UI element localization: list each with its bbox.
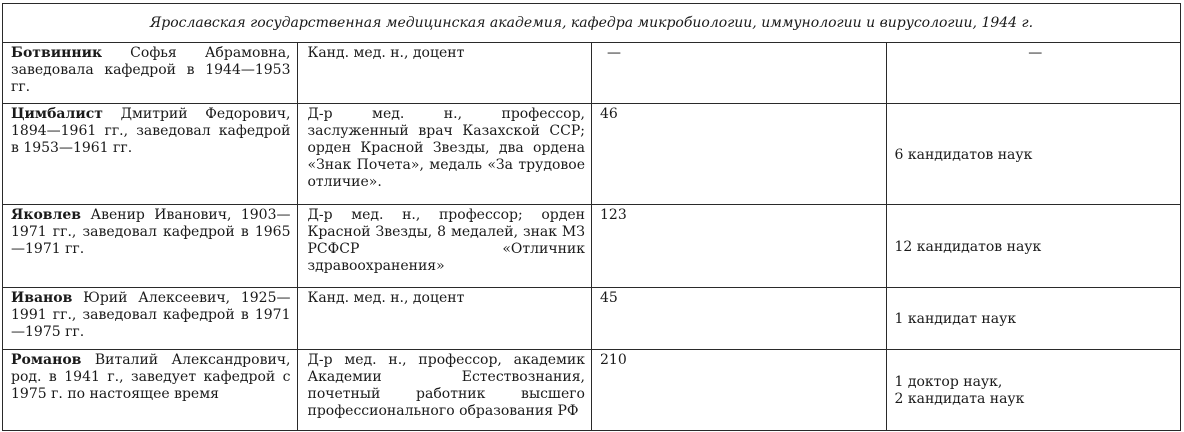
table-header-row <box>3 4 1181 43</box>
person-surname: Яковлев <box>11 207 82 223</box>
degree-awards-cell: Канд. мед. н., доцент <box>297 43 592 104</box>
table-row <box>3 350 1181 431</box>
person-surname: Ботвинник <box>11 45 103 61</box>
students-cell <box>886 104 1181 205</box>
person-cell <box>3 350 298 431</box>
students-cell <box>886 205 1181 288</box>
person-cell <box>3 43 298 104</box>
works-value: — <box>607 45 621 61</box>
table-row <box>3 288 1181 350</box>
students-cell <box>886 350 1181 431</box>
departments-table <box>2 3 1181 431</box>
works-cell <box>592 43 887 104</box>
students-cell <box>886 288 1181 350</box>
person-surname: Иванов <box>11 290 73 306</box>
table-row <box>3 104 1181 205</box>
table-row <box>3 43 1181 104</box>
person-cell <box>3 205 298 288</box>
person-cell <box>3 104 298 205</box>
degree-awards-cell: Канд. мед. н., доцент <box>297 288 592 350</box>
works-cell: 46 <box>592 104 887 205</box>
person-cell <box>3 288 298 350</box>
degree-awards-cell: Д-р мед. н., профессор, академик Академии Естествознания, почетный работник высшего профессионального образования РФ <box>297 350 592 431</box>
person-surname: Цимбалист <box>11 106 103 122</box>
person-details: Дмитрий Федорович, 1894—1961 гг., заведовал кафедрой в 1953—1961 гг. <box>11 106 291 156</box>
person-details: Софья Абрамовна, заведовала кафедрой в 1944—1953 гг. <box>11 45 291 95</box>
students-value: — <box>1028 45 1043 61</box>
students-value: 1 кандидат наук <box>894 311 1017 327</box>
students-value-doctors: 1 доктор наук, <box>894 374 1003 390</box>
person-surname: Романов <box>11 352 82 368</box>
person-details: Юрий Алексеевич, 1925—1991 гг., заведовал кафедрой в 1971—1975 гг. <box>11 290 291 340</box>
table-row <box>3 205 1181 288</box>
degree-awards-cell: Д-р мед. н., профессор; орден Красной Звезды, 8 медалей, знак МЗ РСФСР «Отличник здравоохранения» <box>297 205 592 288</box>
degree-awards-cell: Д-р мед. н., профессор, заслуженный врач Казахской ССР; орден Красной Звезды, два ордена «Знак Почета», медаль «За трудовое отличие». <box>297 104 592 205</box>
students-value: 12 кандидатов наук <box>894 238 1042 255</box>
students-value: 6 кандидатов наук <box>894 146 1033 163</box>
works-cell: 45 <box>592 288 887 350</box>
person-details: Виталий Александрович, род. в 1941 г., заведует кафедрой с 1975 г. по настоящее время <box>11 352 291 402</box>
students-value-candidates: 2 кандидата наук <box>894 391 1025 407</box>
students-cell <box>886 43 1181 104</box>
person-details: Авенир Иванович, 1903—1971 гг., заведовал кафедрой в 1965—1971 гг. <box>11 207 291 257</box>
works-cell: 210 <box>592 350 887 431</box>
works-cell: 123 <box>592 205 887 288</box>
table-header-cell: Ярославская государственная медицинская академия, кафедра микробиологии, иммунологии и вирусологии, 1944 г. <box>3 4 1181 43</box>
